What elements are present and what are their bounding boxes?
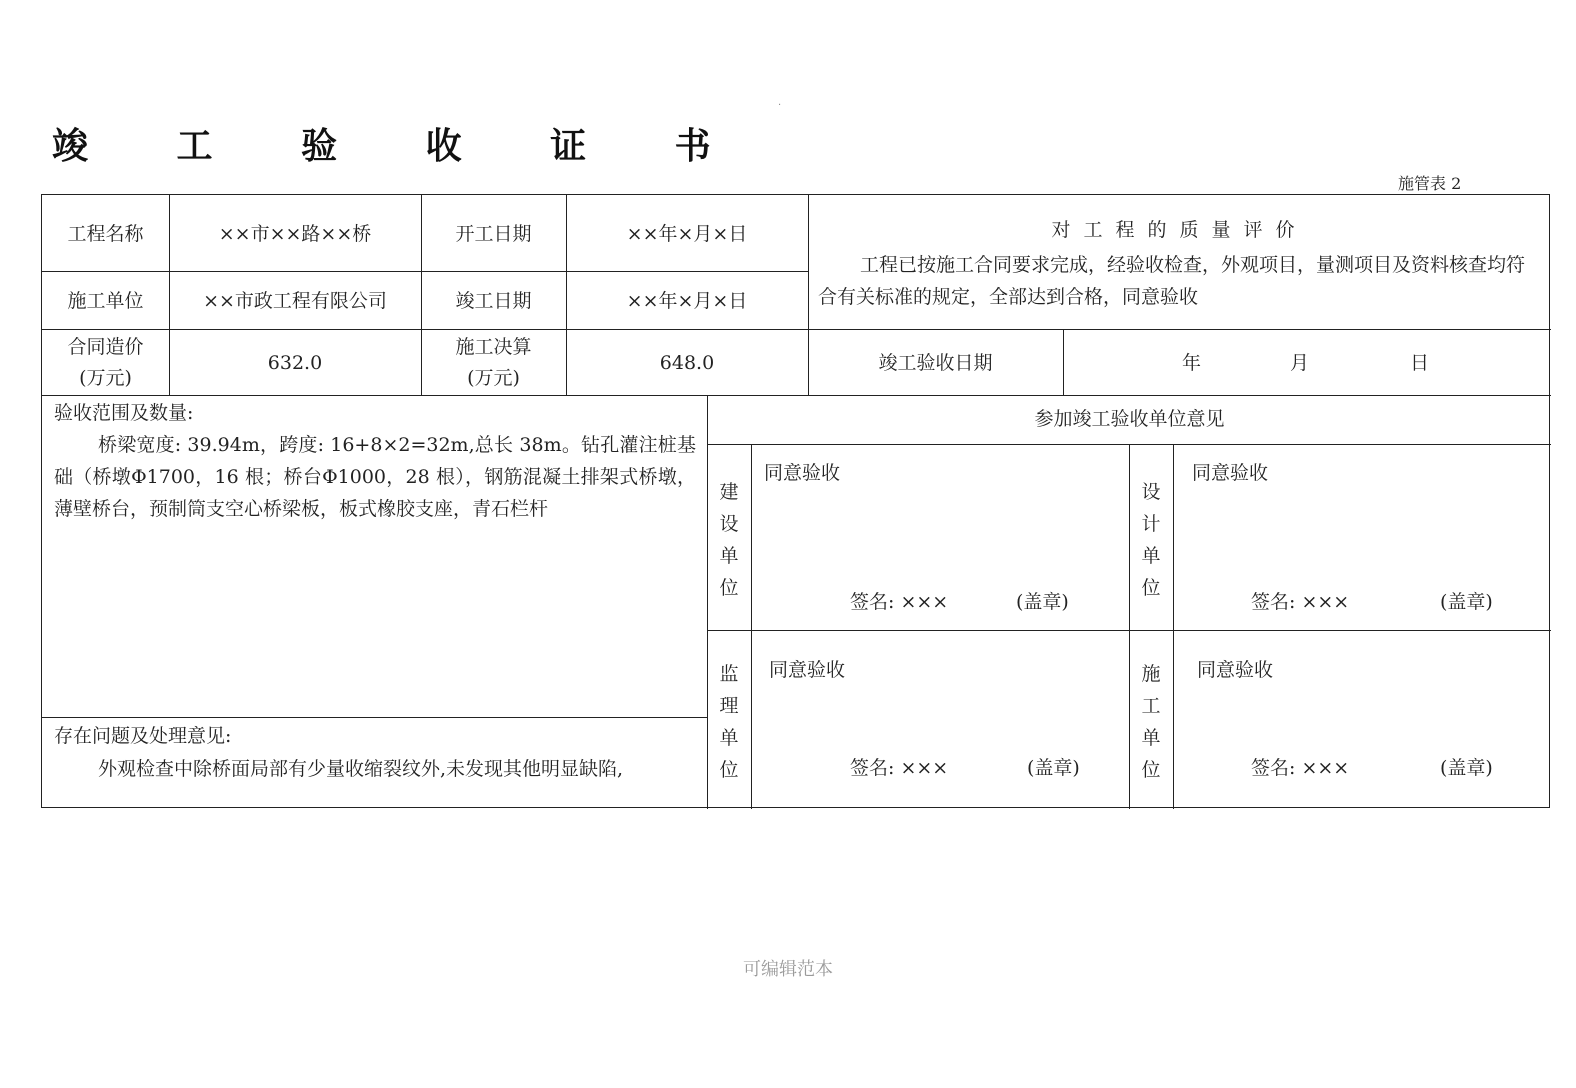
row-divider-3 [42,395,1551,396]
page-title: 竣 工 验 收 证 书 [52,125,749,167]
unit-label-divider-1 [751,444,752,809]
opinion-supervision: 同意验收 [769,659,846,681]
unit-label-divider-2 [1173,444,1174,809]
quality-text: 工程已按施工合同要求完成，经验收检查，外观项目，量测项目及资料核查均符合有关标准的规定，全部达到合格，同意验收 [818,254,1526,308]
opinion-contractor: 同意验收 [1197,659,1274,681]
footer-note: 可编辑范本 [743,959,833,980]
quality-heading: 对工程的质量评价 [1051,219,1308,241]
unit-label-design: 设计单位 [1141,481,1161,599]
contractor-value: ××市政工程有限公司 [203,290,387,312]
project-name-label: 工程名称 [67,223,144,245]
contract-price-unit: (万元) [79,367,132,389]
seal-supervision: (盖章) [1027,757,1080,779]
header-mark: · [778,100,782,111]
row-divider-1 [42,271,808,272]
opinion-design: 同意验收 [1192,462,1269,484]
signature-construction: 签名: ××× [850,591,949,613]
issues-text: 外观检查中除桥面局部有少量收缩裂纹外,未发现其他明显缺陷, [98,758,624,780]
certificate-table [41,194,1550,808]
seal-construction: (盖章) [1016,591,1069,613]
seal-design: (盖章) [1440,591,1493,613]
col-divider-5 [1063,329,1064,395]
opinion-construction: 同意验收 [764,462,841,484]
scope-text: 桥梁宽度: 39.94m，跨度: 16+8×2=32m,总长 38m。钻孔灌注桩基础（桥墩Φ1700，16 根；桥台Φ1000，28 根），钢筋混凝土排架式桥墩，薄壁桥台，预制筒支空心桥梁板，板式橡胶支座，青石栏杆 [54,434,696,520]
settlement-label: 施工决算 [455,336,532,358]
acceptance-date-label: 竣工验收日期 [878,352,993,374]
signature-design: 签名: ××× [1251,591,1350,613]
issues-divider [42,717,708,718]
row-divider-2 [42,329,1551,330]
unit-label-supervision: 监理单位 [719,663,739,781]
contractor-label: 施工单位 [67,290,144,312]
unit-divider [1129,444,1130,809]
start-date-label: 开工日期 [455,223,532,245]
contract-price-label: 合同造价 [67,336,144,358]
unit-label-construction: 建设单位 [719,481,739,599]
settlement-unit: (万元) [467,367,520,389]
unit-label-contractor: 施工单位 [1141,663,1161,781]
opinions-heading: 参加竣工验收单位意见 [1034,408,1225,430]
acceptance-date-month: 月 [1290,352,1310,374]
scope-heading: 验收范围及数量: [54,402,194,424]
acceptance-date-year: 年 [1182,352,1202,374]
issues-heading: 存在问题及处理意见: [54,725,232,747]
acceptance-date-day: 日 [1410,352,1430,374]
signature-supervision: 签名: ××× [850,757,949,779]
seal-contractor: (盖章) [1440,757,1493,779]
project-name-value: ××市××路××桥 [218,223,372,245]
signature-contractor: 签名: ××× [1251,757,1350,779]
contract-price-value: 632.0 [267,352,323,374]
finish-date-value: ××年×月×日 [626,290,748,312]
opinion-left-border [707,395,708,809]
settlement-value: 648.0 [659,352,715,374]
start-date-value: ××年×月×日 [626,223,748,245]
form-number: 施管表 2 [1398,174,1462,193]
finish-date-label: 竣工日期 [455,290,532,312]
